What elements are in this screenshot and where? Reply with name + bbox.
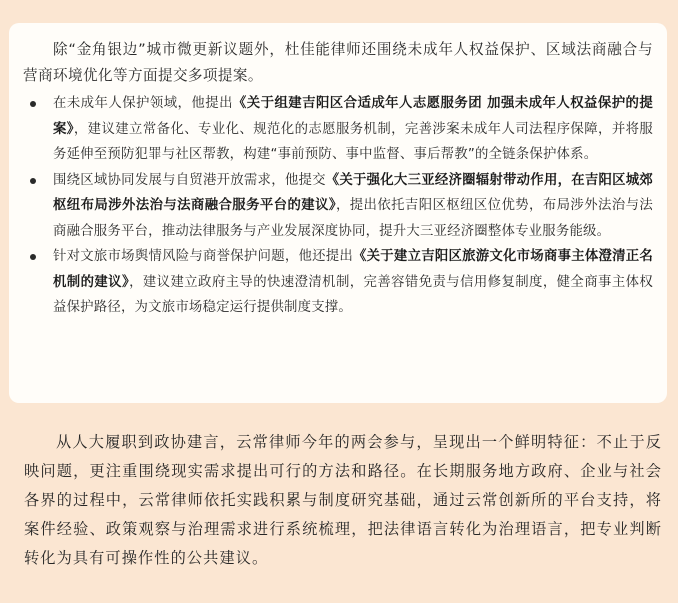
item-lead-text: 在未成年人保护领域，他提出 (53, 96, 233, 111)
list-item (23, 168, 653, 245)
closing-paragraph: 从人大履职到政协建言，云常律师今年的两会参与，呈现出一个鲜明特征：不止于反映问题，更注重围绕现实需求提出可行的方法和路径。在长期服务地方政府、企业与社会各界的过程中，云常律师依托实践积累与制度研究基础，通过云常创新所的平台支持，将案件经验、政策观察与治理需求进行系统梳理，把法律语言转化为治理语言，把专业判断转化为具有可操作性的公共建议。 (24, 433, 662, 567)
item-lead-text: 围绕区域协同发展与自贸港开放需求，他提交 (53, 172, 326, 188)
list-item (23, 91, 653, 168)
bullet-icon (30, 254, 36, 260)
proposal-list (23, 91, 653, 321)
proposal-title: 《关于建立吉阳区旅游文化市场商事主体澄清正名机制的建议》 (53, 249, 653, 290)
proposals-card (9, 23, 667, 403)
bullet-icon (30, 178, 36, 184)
proposal-title: 《关于组建吉阳区合适成年人志愿服务团 加强未成年人权益保护的提案》 (53, 96, 653, 137)
list-item (23, 244, 653, 321)
proposal-title: 《关于强化大三亚经济圈辐射带动作用，在吉阳区城郊枢纽布局涉外法治与法商融合服务平台的建议》 (53, 172, 653, 213)
bullet-icon (30, 101, 36, 107)
item-body-text: ，建议建立常备化、专业化、规范化的志愿服务机制，完善涉案未成年人司法程序保障，并将服务延伸至预防犯罪与社区帮教，构建“事前预防、事中监督、事后帮教”的全链条保护体系。 (53, 121, 653, 162)
intro-paragraph: 除“金角银边”城市微更新议题外，杜佳能律师还围绕未成年人权益保护、区域法商融合与营商环境优化等方面提交多项提案。 (23, 41, 653, 84)
item-body-text: ，建议建立政府主导的快速澄清机制，完善容错免责与信用修复制度，健全商事主体权益保护路径，为文旅市场稳定运行提供制度支撑。 (53, 274, 653, 315)
item-body-text: ，提出依托吉阳区枢纽区位优势，布局涉外法治与法商融合服务平台，推动法律服务与产业发展深度协同，提升大三亚经济圈整体专业服务能级。 (53, 198, 653, 239)
item-lead-text: 针对文旅市场舆情风险与商誉保护问题，他还提出 (53, 249, 354, 264)
